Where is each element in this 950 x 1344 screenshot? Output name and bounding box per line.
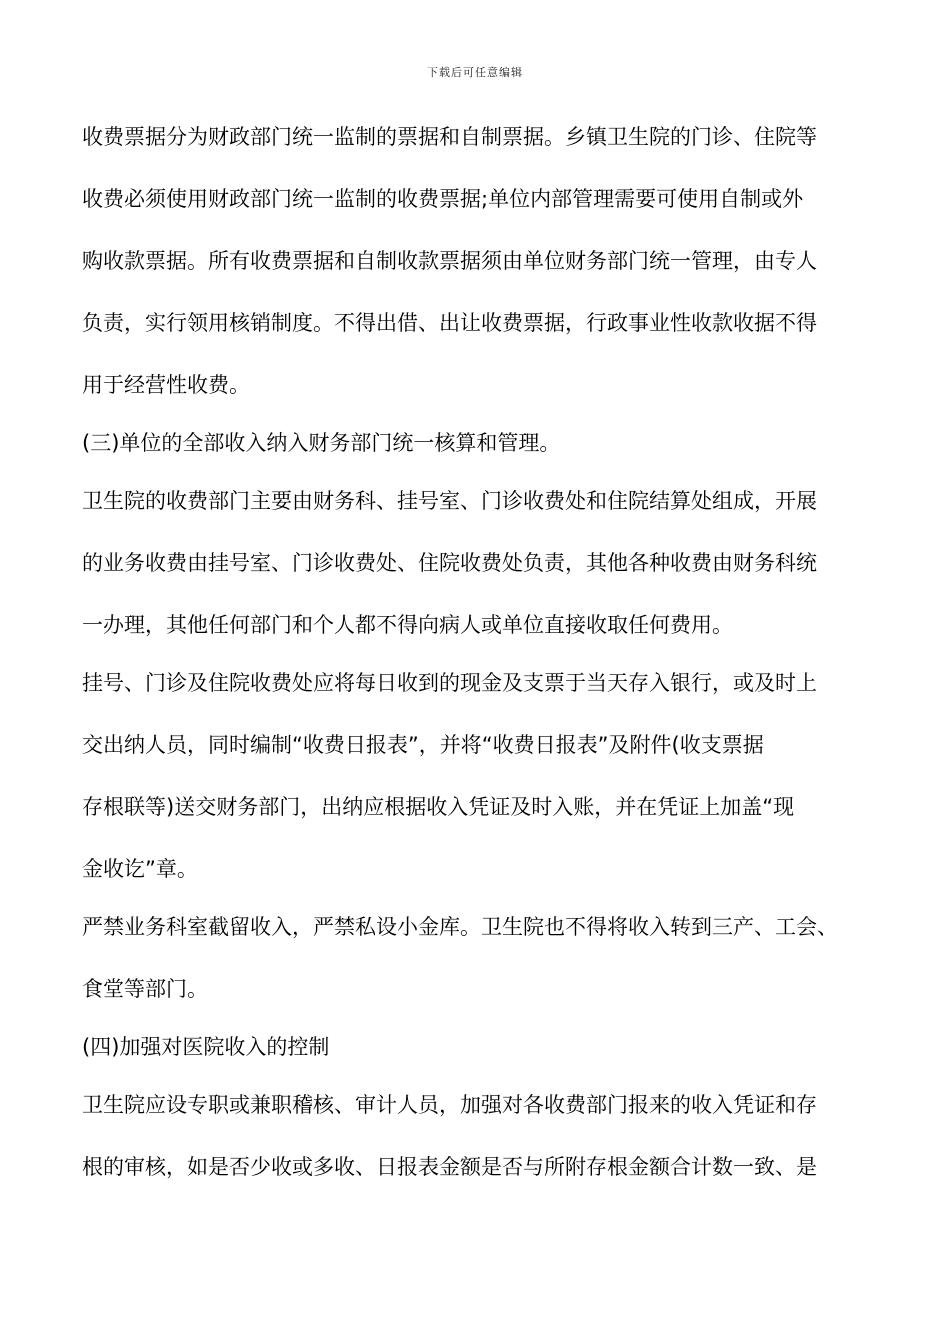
text-line: 挂号、门诊及住院收费处应将每日收到的现金及支票于当天存入银行，或及时上 [82,671,817,695]
text-line: 存根联等)送交财务部门，出纳应根据收入凭证及时入账，并在凭证上加盖“现 [82,795,795,819]
text-line: 一办理，其他任何部门和个人都不得向病人或单位直接收取任何费用。 [82,613,733,637]
text-line: 的业务收费由挂号室、门诊收费处、住院收费处负责，其他各种收费由财务科统 [82,551,817,575]
text-line: 严禁业务科室截留收入，严禁私设小金库。卫生院也不得将收入转到三产、工会、 [82,915,838,939]
section-heading: (四)加强对医院收入的控制 [82,1035,330,1059]
text-line: 金收讫”章。 [82,857,198,881]
text-line: 根的审核，如是否少收或多收、日报表金额是否与所附存根金额合计数一致、是 [82,1155,817,1179]
text-line: 负责，实行领用核销制度。不得出借、出让收费票据，行政事业性收款收据不得 [82,311,817,335]
text-line: 食堂等部门。 [82,977,208,1001]
text-line: 收费必须使用财政部门统一监制的收费票据;单位内部管理需要可使用自制或外 [82,187,804,211]
text-line: 卫生院的收费部门主要由财务科、挂号室、门诊收费处和住院结算处组成，开展 [82,489,817,513]
document-body [82,114,874,1206]
section-heading: (三)单位的全部收入纳入财务部门统一核算和管理。 [82,431,561,455]
page-header: 下载后可任意编辑 [427,66,523,79]
text-line: 用于经营性收费。 [82,373,250,397]
text-line: 收费票据分为财政部门统一监制的票据和自制票据。乡镇卫生院的门诊、住院等 [82,125,817,149]
text-line: 卫生院应设专职或兼职稽核、审计人员，加强对各收费部门报来的收入凭证和存 [82,1093,817,1117]
text-line: 购收款票据。所有收费票据和自制收款票据须由单位财务部门统一管理，由专人 [82,249,817,273]
text-line: 交出纳人员，同时编制“收费日报表”，并将“收费日报表”及附件(收支票据 [82,733,764,757]
